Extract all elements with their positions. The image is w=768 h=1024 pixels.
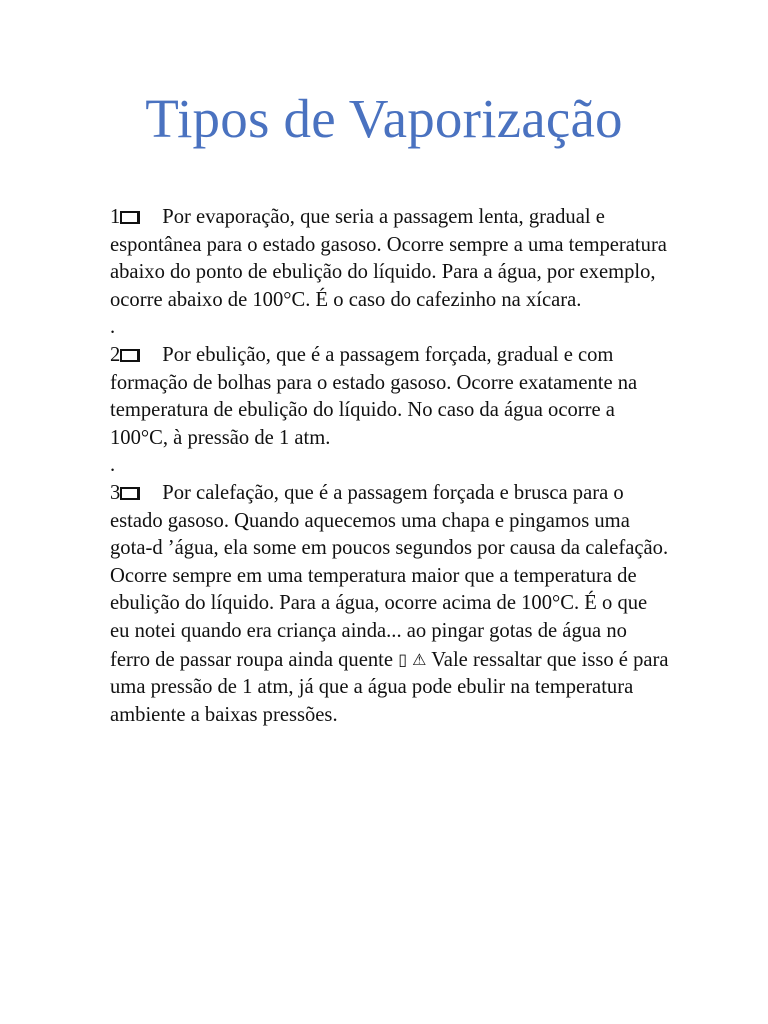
document-body [110,204,670,729]
page-title: Tipos de Vaporização [145,88,623,149]
list-item-3 [110,480,670,729]
item-number: 2 [110,343,121,366]
list-item-2 [110,342,670,452]
item-text: Por evaporação, que seria a passagem lenta, gradual e espontânea para o estado gasoso. Ocorre sempre a uma temperatura abaixo do ponto de ebulição do líquido. Para a água, por exemplo, ocorre abaixo de 100°C. É o caso do cafezinho na xícara. [110,206,667,311]
separator-dot: . [110,316,116,339]
checkbox-glyph-icon [120,349,140,362]
item-text-part-1: Por calefação, que é a passagem forçada e brusca para o estado gasoso. Quando aquecemos uma chapa e pingamos uma gota-d ’água, ela some em poucos segundos por causa da calefação. Ocorre sempre em uma temperatura maior que a temperatura de ebulição do líquido. Para a água, ocorre acima de 100°C. É o que eu notei quando era criança ainda... ao pingar gotas de água no ferro de passar roupa ainda quente [110,481,669,671]
checkbox-glyph-icon [120,487,140,500]
item-number: 1 [110,206,121,228]
checkbox-glyph-icon [120,211,140,224]
item-text-part-2: Vale ressaltar que isso é para uma pressão de 1 atm, já que a água pode ebulir na temperatura ambiente a baixas pressões. [110,648,669,726]
item-text: Por ebulição, que é a passagem forçada, gradual e com formação de bolhas para o estado gasoso. Ocorre exatamente na temperatura de ebulição do líquido. No caso da água ocorre a 100°C, à pressão de 1 atm. [110,343,638,449]
warning-icon: ▯ ⚠ [398,649,427,669]
item-number: 3 [110,481,121,504]
separator-dot: . [110,454,116,477]
list-item-1 [110,204,670,314]
